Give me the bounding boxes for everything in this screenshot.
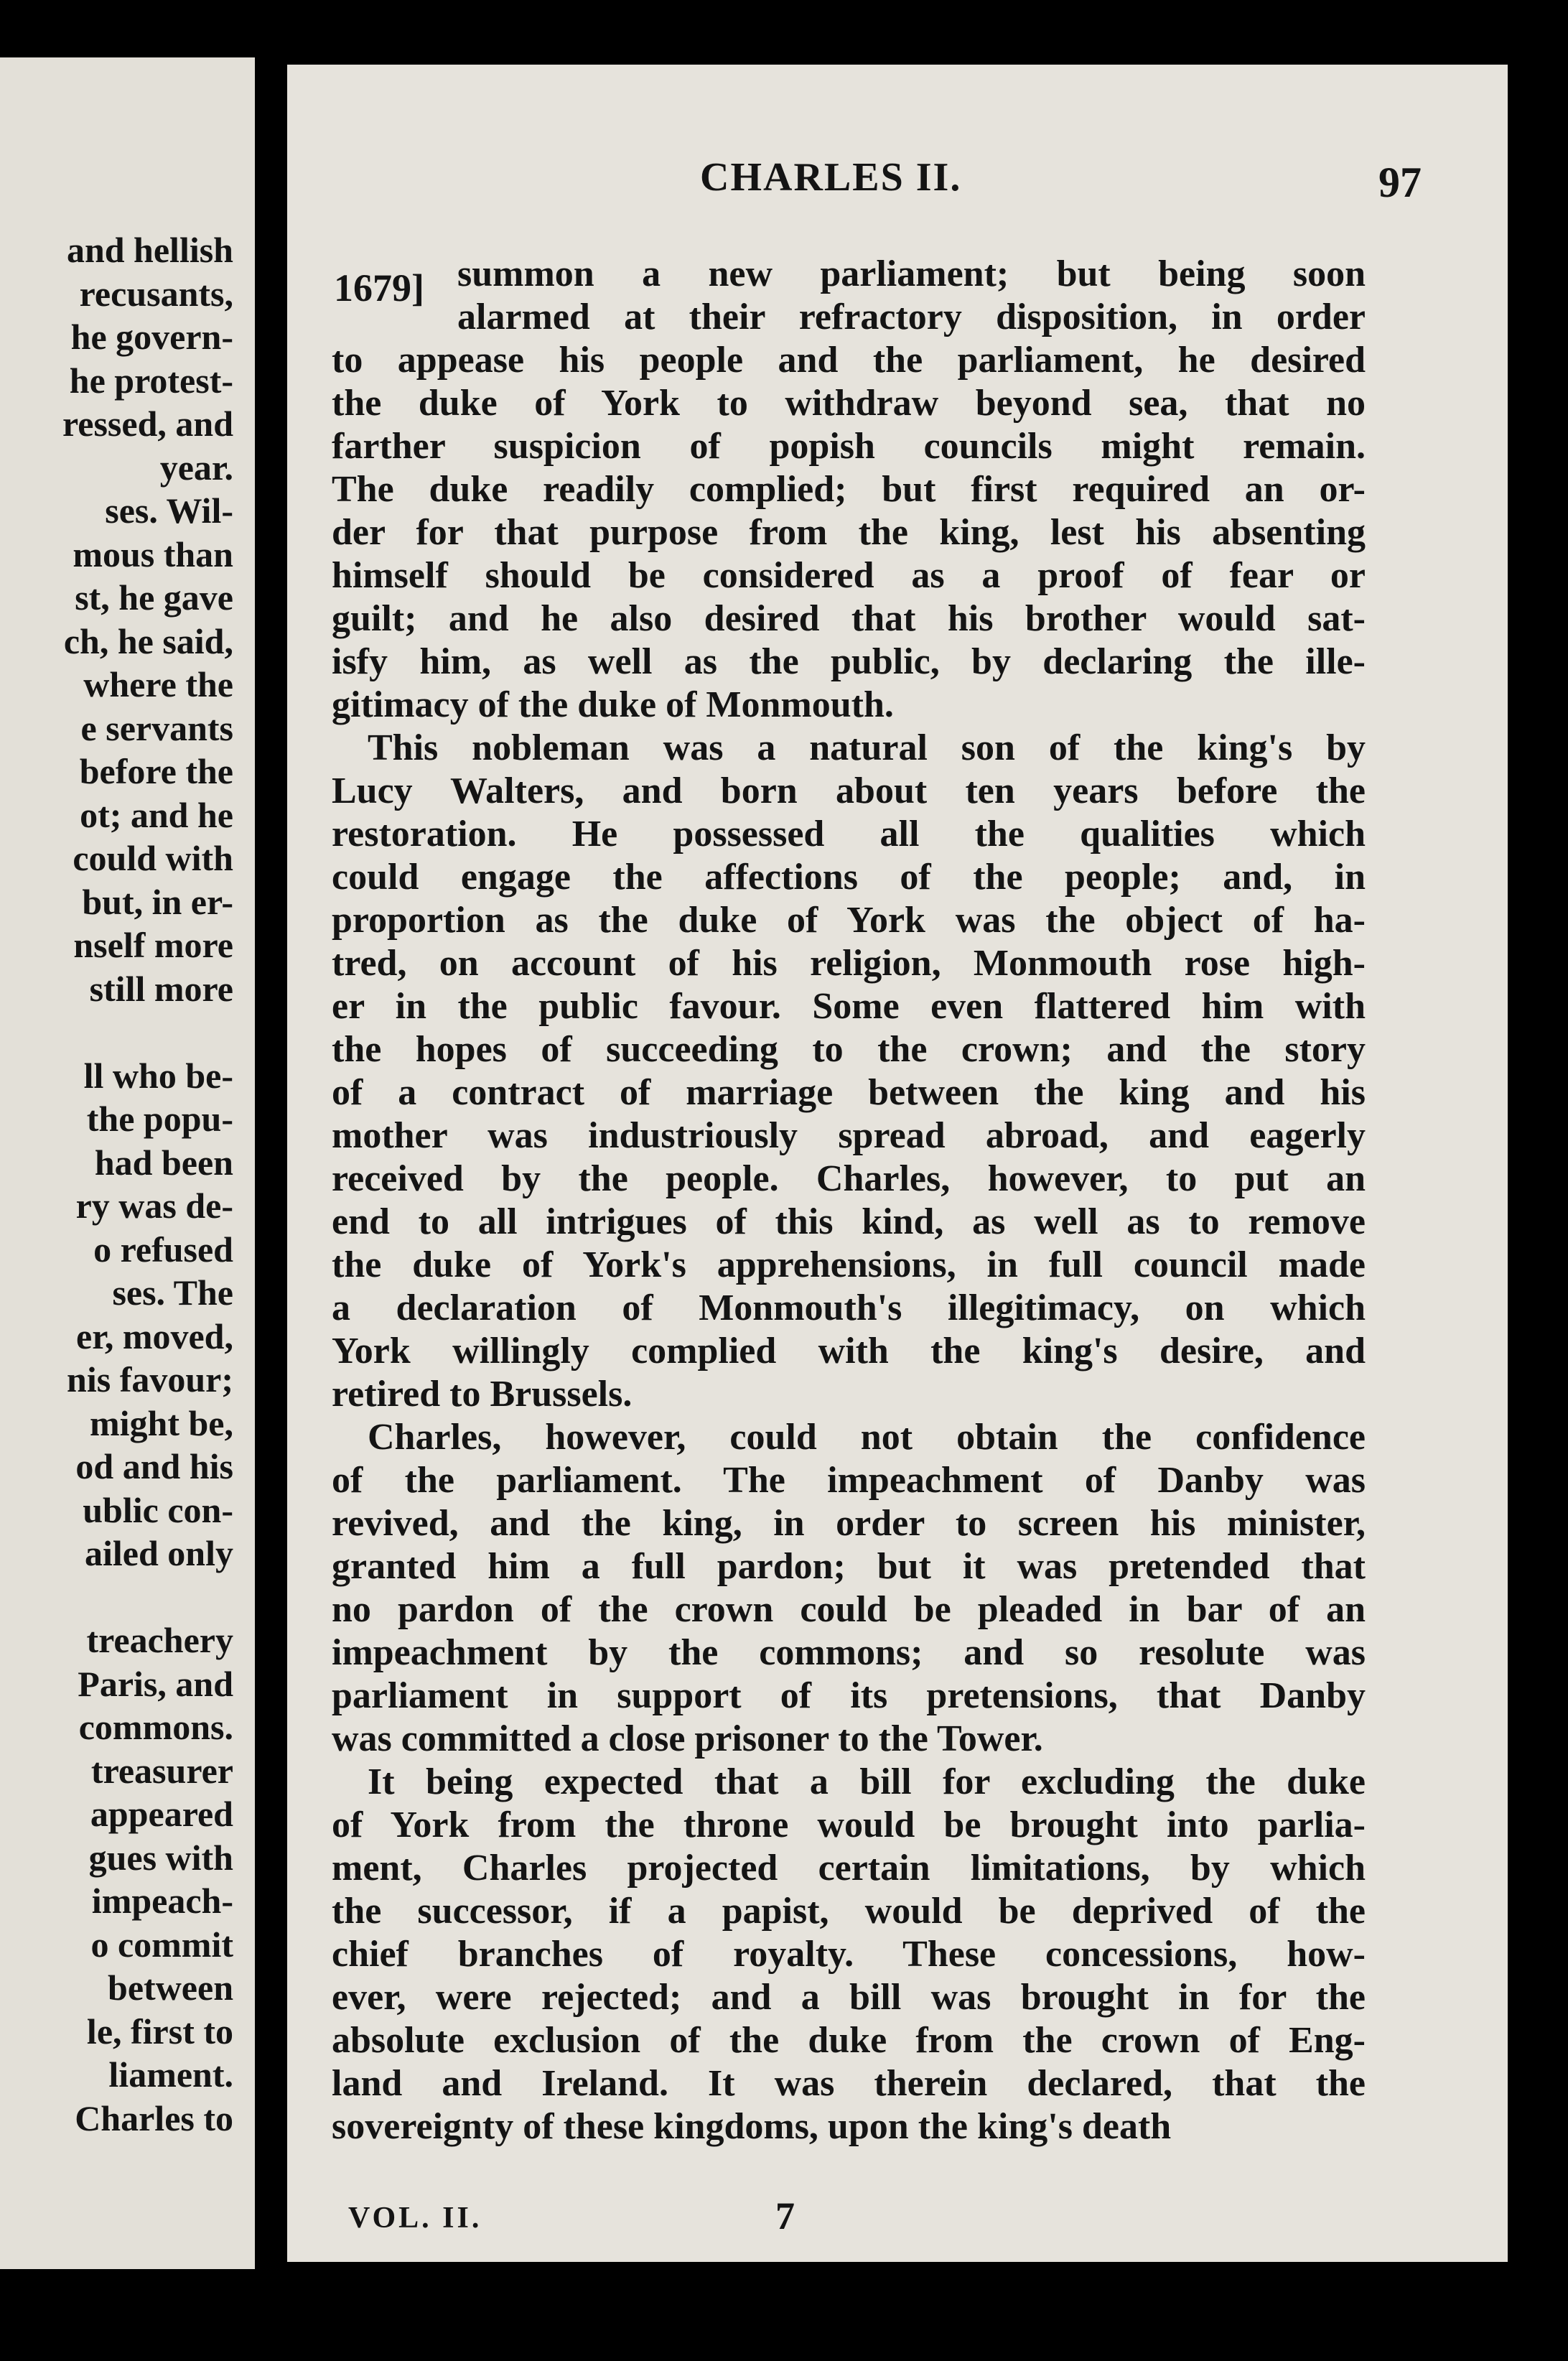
left-page-line: had been: [94, 1142, 233, 1183]
body-line: The duke readily complied; but first required an or-: [332, 469, 1366, 510]
body-line: summon a new parliament; but being soon: [457, 253, 1366, 294]
left-page-line: ry was de-: [75, 1186, 233, 1226]
body-line: land and Ireland. It was therein declared, that the: [332, 2063, 1366, 2104]
left-page-line: he govern-: [70, 317, 233, 357]
left-page-line: might be,: [90, 1402, 233, 1443]
body-line: impeachment by the commons; and so resolute was: [332, 1632, 1366, 1673]
body-line: sovereignty of these kingdoms, upon the king's death: [332, 2106, 1172, 2147]
left-page-line: and hellish: [66, 230, 233, 270]
body-line: could engage the affections of the people; and, in: [332, 857, 1366, 898]
body-line: absolute exclusion of the duke from the crown of Eng-: [332, 2020, 1366, 2061]
body-line: proportion as the duke of York was the object of ha-: [332, 900, 1366, 941]
body-line: to appease his people and the parliament, he desired: [332, 340, 1366, 381]
body-line: York willingly complied with the king's desire, and: [332, 1331, 1366, 1372]
left-page-line: o refused: [93, 1229, 233, 1270]
left-page-line: Paris, and: [78, 1663, 233, 1704]
body-line: no pardon of the crown could be pleaded in bar of an: [332, 1589, 1366, 1630]
right-page: [287, 65, 1508, 2262]
left-page-fragment: [0, 57, 255, 2269]
body-line: Lucy Walters, and born about ten years before the: [332, 770, 1366, 811]
left-page-line: e servants: [80, 707, 233, 748]
body-line: of the parliament. The impeachment of Danby was: [332, 1460, 1366, 1501]
left-page-line: nself more: [73, 925, 233, 965]
body-line: alarmed at their refractory disposition, in order: [457, 297, 1366, 337]
left-page-line: er, moved,: [76, 1315, 233, 1356]
left-page-line: ublic con-: [83, 1489, 233, 1530]
left-page-line: ses. The: [112, 1272, 233, 1313]
body-line: of a contract of marriage between the king and his: [332, 1072, 1366, 1113]
left-page-line: could with: [73, 838, 233, 878]
left-page-line: commons.: [78, 1707, 233, 1747]
body-line: er in the public favour. Some even flattered him with: [332, 986, 1366, 1027]
left-page-line: year.: [159, 447, 233, 488]
left-page-line: Charles to: [75, 2097, 233, 2138]
left-page-line: o commit: [90, 1924, 233, 1965]
left-page-line: nis favour;: [67, 1359, 233, 1400]
body-line: end to all intrigues of this kind, as well as to remove: [332, 1201, 1366, 1242]
page-number: 97: [1378, 159, 1422, 206]
left-page-line: still more: [89, 968, 233, 1009]
left-page-line: od and his: [75, 1446, 233, 1486]
left-page-line: between: [108, 1968, 233, 2008]
left-page-line: ressed, and: [62, 404, 233, 444]
body-line: This nobleman was a natural son of the king's by: [368, 727, 1366, 768]
body-line: gitimacy of the duke of Monmouth.: [332, 684, 894, 725]
body-line: the duke of York to withdraw beyond sea, that no: [332, 383, 1366, 424]
body-line: mother was industriously spread abroad, and eagerly: [332, 1115, 1366, 1156]
body-line: tred, on account of his religion, Monmouth rose high-: [332, 943, 1366, 984]
body-line: It being expected that a bill for excluding the duke: [368, 1761, 1366, 1802]
body-line: the duke of York's apprehensions, in full council made: [332, 1244, 1366, 1285]
body-line: himself should be considered as a proof of fear or: [332, 555, 1366, 596]
left-page-line: before the: [79, 751, 233, 791]
body-line: der for that purpose from the king, lest his absenting: [332, 512, 1366, 553]
year-marker: 1679]: [334, 266, 424, 309]
left-page-line: the popu-: [86, 1099, 233, 1139]
body-line: ever, were rejected; and a bill was brought in for the: [332, 1977, 1366, 2018]
body-line: granted him a full pardon; but it was pretended that: [332, 1546, 1366, 1587]
left-page-line: where the: [83, 664, 233, 704]
body-line: retired to Brussels.: [332, 1374, 633, 1415]
left-page-line: he protest-: [69, 360, 233, 401]
volume-footer: VOL. II.: [348, 2202, 482, 2235]
body-line: of York from the throne would be brought into parlia-: [332, 1804, 1366, 1845]
body-line: a declaration of Monmouth's illegitimacy, on which: [332, 1287, 1366, 1328]
body-line: isfy him, as well as the public, by declaring the ille-: [332, 641, 1366, 682]
body-line: received by the people. Charles, however, to put an: [332, 1158, 1366, 1199]
left-page-line: ailed only: [85, 1533, 233, 1573]
left-page-line: impeach-: [91, 1881, 233, 1921]
left-page-line: ll who be-: [83, 1055, 233, 1096]
running-head: CHARLES II.: [700, 155, 962, 200]
body-line: farther suspicion of popish councils might remain.: [332, 426, 1366, 467]
left-page-line: st, he gave: [75, 577, 233, 618]
left-page-line: mous than: [73, 534, 233, 574]
body-line: chief branches of royalty. These concessions, how-: [332, 1934, 1366, 1975]
left-page-line: treachery: [86, 1620, 233, 1660]
left-page-line: ses. Wil-: [105, 490, 233, 531]
left-page-line: appeared: [90, 1794, 233, 1834]
body-line: revived, and the king, in order to screen his minister,: [332, 1503, 1366, 1544]
body-line: Charles, however, could not obtain the confidence: [368, 1417, 1366, 1458]
body-line: ment, Charles projected certain limitations, by which: [332, 1848, 1366, 1889]
left-page-line: treasurer: [90, 1750, 233, 1791]
body-line: the hopes of succeeding to the crown; and the story: [332, 1029, 1366, 1070]
body-line: guilt; and he also desired that his brother would sat-: [332, 598, 1366, 639]
signature-mark: 7: [775, 2194, 795, 2237]
left-page-line: ch, he said,: [63, 620, 233, 661]
left-page-line: liament.: [108, 2054, 233, 2095]
body-line: restoration. He possessed all the qualities which: [332, 814, 1366, 854]
body-line: the successor, if a papist, would be deprived of the: [332, 1891, 1366, 1932]
left-page-line: le, first to: [86, 2011, 233, 2052]
body-line: was committed a close prisoner to the Tower.: [332, 1718, 1043, 1759]
body-line: parliament in support of its pretensions, that Danby: [332, 1675, 1366, 1716]
book-gutter: [255, 43, 291, 2305]
left-page-line: gues with: [88, 1837, 233, 1878]
left-page-line: but, in er-: [82, 881, 233, 922]
left-page-line: ot; and he: [80, 794, 233, 835]
left-page-line: recusants,: [79, 273, 233, 314]
